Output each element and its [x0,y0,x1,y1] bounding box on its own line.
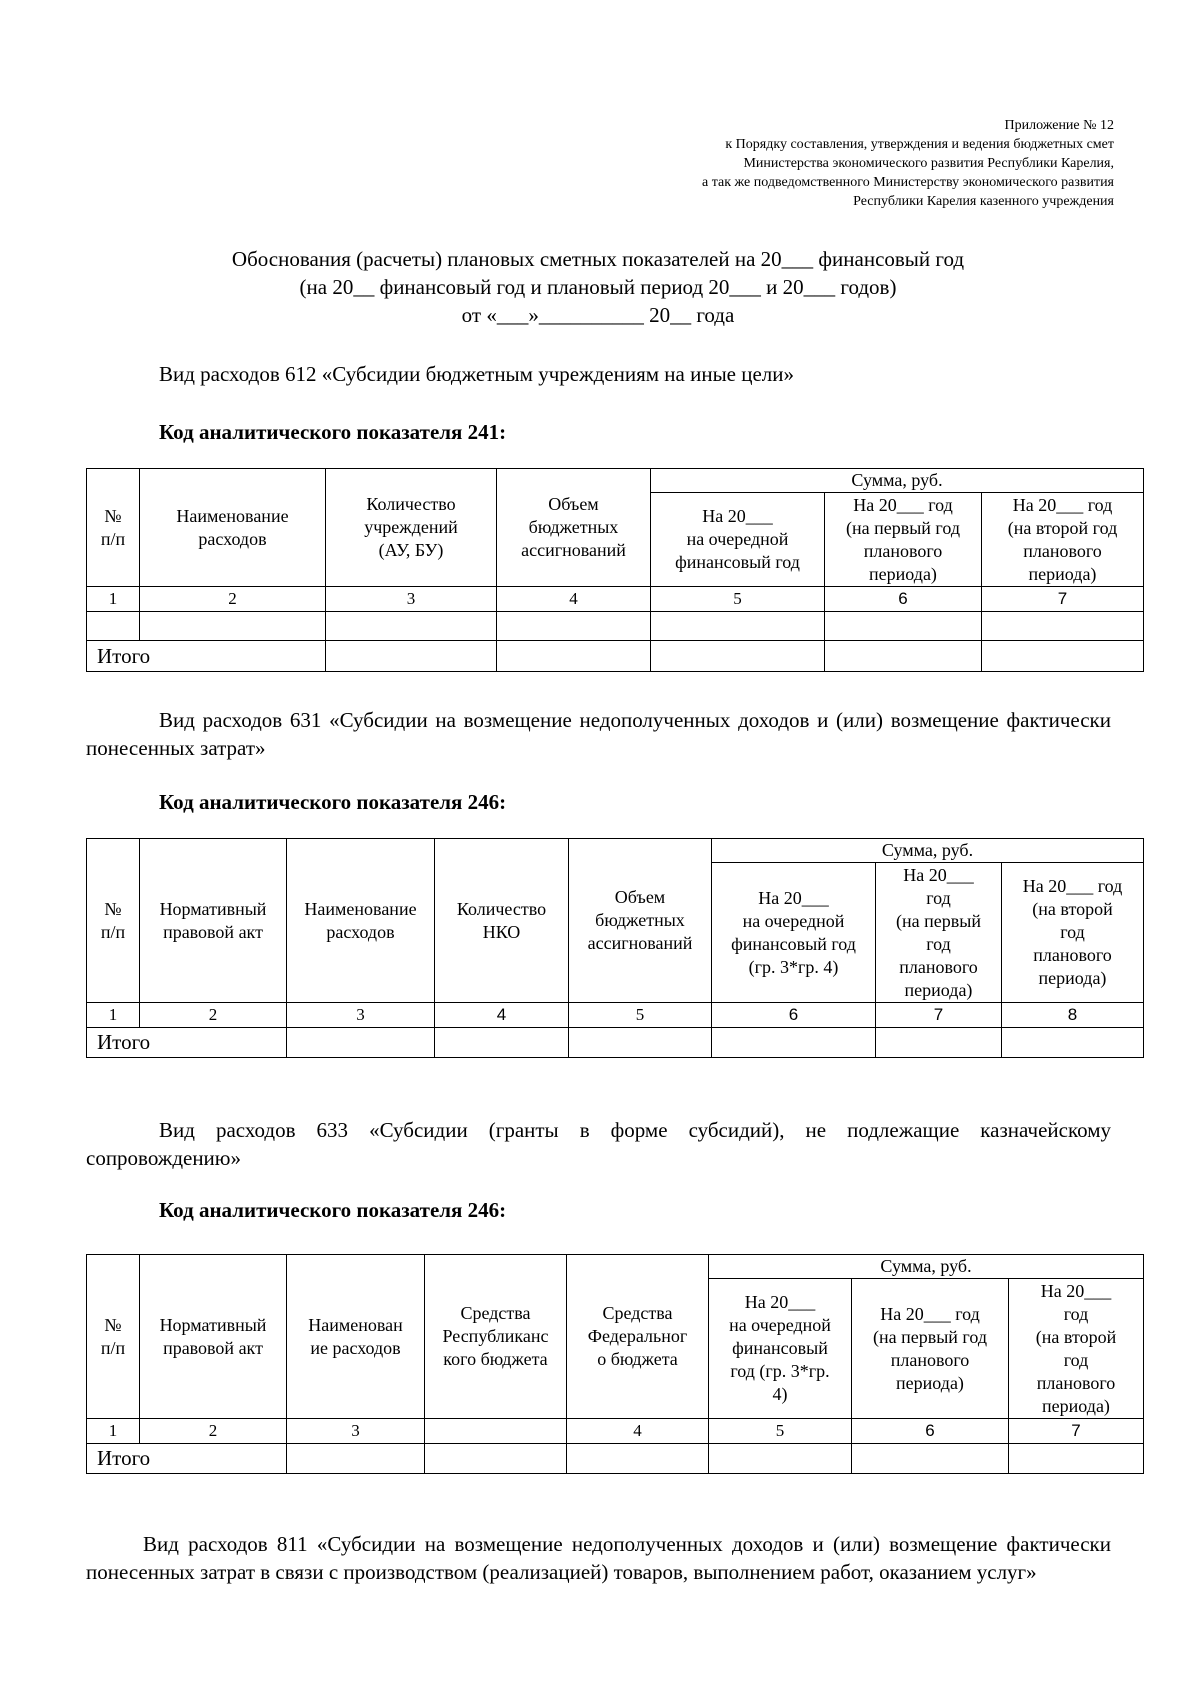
total-label: Итого [87,641,326,672]
header-sum: Сумма, руб. [651,469,1144,493]
empty-cell [425,1444,567,1474]
column-numbers-row [87,587,1144,612]
total-row [87,641,1144,672]
empty-cell [287,1028,435,1058]
analytic-code-246: Код аналитического показателя 246: [159,1198,507,1222]
table-row [87,612,1144,641]
title-line: (на 20__ финансовый год и плановый период 20___ и 20___ годов) [299,275,897,299]
empty-cell [435,1028,569,1058]
header-second-plan-year: На 20___ год (на второй год планового периода) [1002,863,1144,1003]
empty-cell [709,1444,852,1474]
appendix-line: а так же подведомственного Министерству экономического развития [702,175,1114,190]
header-second-plan-year: На 20___ год (на второй год планового периода) [982,493,1144,587]
total-label: Итого [87,1028,287,1058]
header-budget-volume: Объем бюджетных ассигнований [569,839,712,1003]
header-legal-act: Нормативный правовой акт [140,1255,287,1419]
header-current-year: На 20___ на очередной финансовый год [651,493,825,587]
header-expense-name: Наименование расходов [287,839,435,1003]
header-republic-budget: Средства Республиканс кого бюджета [425,1255,567,1419]
expense-type-811: Вид расходов 811 «Субсидии на возмещение недополученных доходов и (или) возмещение фактически понесенных затрат в связи с производством (реализацией) товаров, выполнением работ, оказанием услуг» [86,1532,1111,1584]
empty-cell [287,1444,425,1474]
empty-cell [1009,1444,1144,1474]
empty-cell [825,641,982,672]
column-number: 1 [87,587,140,612]
column-number: 7 [876,1003,1002,1028]
header-first-plan-year: На 20___ год (на первый год планового периода) [876,863,1002,1003]
table-246-633 [86,1254,1144,1474]
table-246-631 [86,838,1144,1058]
column-number [425,1419,567,1444]
appendix-header [494,116,1114,211]
empty-cell [87,612,140,641]
header-budget-volume: Объем бюджетных ассигнований [497,469,651,587]
header-nko-count: Количество НКО [435,839,569,1003]
column-number: 6 [825,587,982,612]
header-sum: Сумма, руб. [709,1255,1144,1279]
empty-cell [569,1028,712,1058]
appendix-line: Министерства экономического развития Республики Карелия, [743,156,1114,171]
empty-cell [651,641,825,672]
empty-cell [140,612,326,641]
total-row [87,1028,1144,1058]
column-number: 4 [435,1003,569,1028]
empty-cell [567,1444,709,1474]
header-number: № п/п [87,1255,140,1419]
header-second-plan-year: На 20___ год (на второй год планового периода) [1009,1279,1144,1419]
empty-cell [876,1028,1002,1058]
total-label: Итого [87,1444,287,1474]
column-number: 5 [651,587,825,612]
empty-cell [712,1028,876,1058]
header-institution-count: Количество учреждений (АУ, БУ) [326,469,497,587]
empty-cell [497,641,651,672]
appendix-line: к Порядку составления, утверждения и ведения бюджетных смет [725,137,1114,152]
column-number: 7 [982,587,1144,612]
header-sum: Сумма, руб. [712,839,1144,863]
column-number: 6 [712,1003,876,1028]
analytic-code-246: Код аналитического показателя 246: [159,790,507,814]
appendix-line: Республики Карелия казенного учреждения [853,194,1114,209]
header-expense-name: Наименован ие расходов [287,1255,425,1419]
table-241 [86,468,1144,672]
title-line: Обоснования (расчеты) плановых сметных показателей на 20___ финансовый год [231,247,965,271]
total-row [87,1444,1144,1474]
column-number: 2 [140,1419,287,1444]
column-number: 3 [287,1419,425,1444]
column-number: 4 [497,587,651,612]
column-number: 7 [1009,1419,1144,1444]
expense-type-633: Вид расходов 633 «Субсидии (гранты в форме субсидий), не подлежащие казначейскому сопровождению» [86,1118,1111,1170]
column-number: 2 [140,587,326,612]
empty-cell [825,612,982,641]
header-federal-budget: Средства Федеральног о бюджета [567,1255,709,1419]
document-title [86,245,1110,329]
header-first-plan-year: На 20___ год (на первый год планового периода) [852,1279,1009,1419]
empty-cell [982,641,1144,672]
empty-cell [651,612,825,641]
empty-cell [852,1444,1009,1474]
column-number: 3 [326,587,497,612]
header-number: № п/п [87,469,140,587]
column-number: 1 [87,1003,140,1028]
appendix-line: Приложение № 12 [1004,118,1114,133]
column-number: 3 [287,1003,435,1028]
column-number: 5 [709,1419,852,1444]
header-current-year: На 20___ на очередной финансовый год (гр. 3*гр. 4) [709,1279,852,1419]
header-number: № п/п [87,839,140,1003]
column-number: 1 [87,1419,140,1444]
column-number: 6 [852,1419,1009,1444]
header-legal-act: Нормативный правовой акт [140,839,287,1003]
analytic-code-241: Код аналитического показателя 241: [159,420,507,444]
empty-cell [982,612,1144,641]
expense-type-631: Вид расходов 631 «Субсидии на возмещение недополученных доходов и (или) возмещение фактически понесенных затрат» [86,708,1111,760]
column-numbers-row [87,1419,1144,1444]
empty-cell [497,612,651,641]
expense-type-612: Вид расходов 612 «Субсидии бюджетным учреждениям на иные цели» [159,362,795,386]
column-numbers-row [87,1003,1144,1028]
empty-cell [326,612,497,641]
column-number: 5 [569,1003,712,1028]
column-number: 2 [140,1003,287,1028]
empty-cell [326,641,497,672]
header-current-year: На 20___ на очередной финансовый год (гр. 3*гр. 4) [712,863,876,1003]
column-number: 8 [1002,1003,1144,1028]
header-first-plan-year: На 20___ год (на первый год планового периода) [825,493,982,587]
title-line: от «___»__________ 20__ года [461,303,735,327]
empty-cell [1002,1028,1144,1058]
column-number: 4 [567,1419,709,1444]
header-expense-name: Наименование расходов [140,469,326,587]
